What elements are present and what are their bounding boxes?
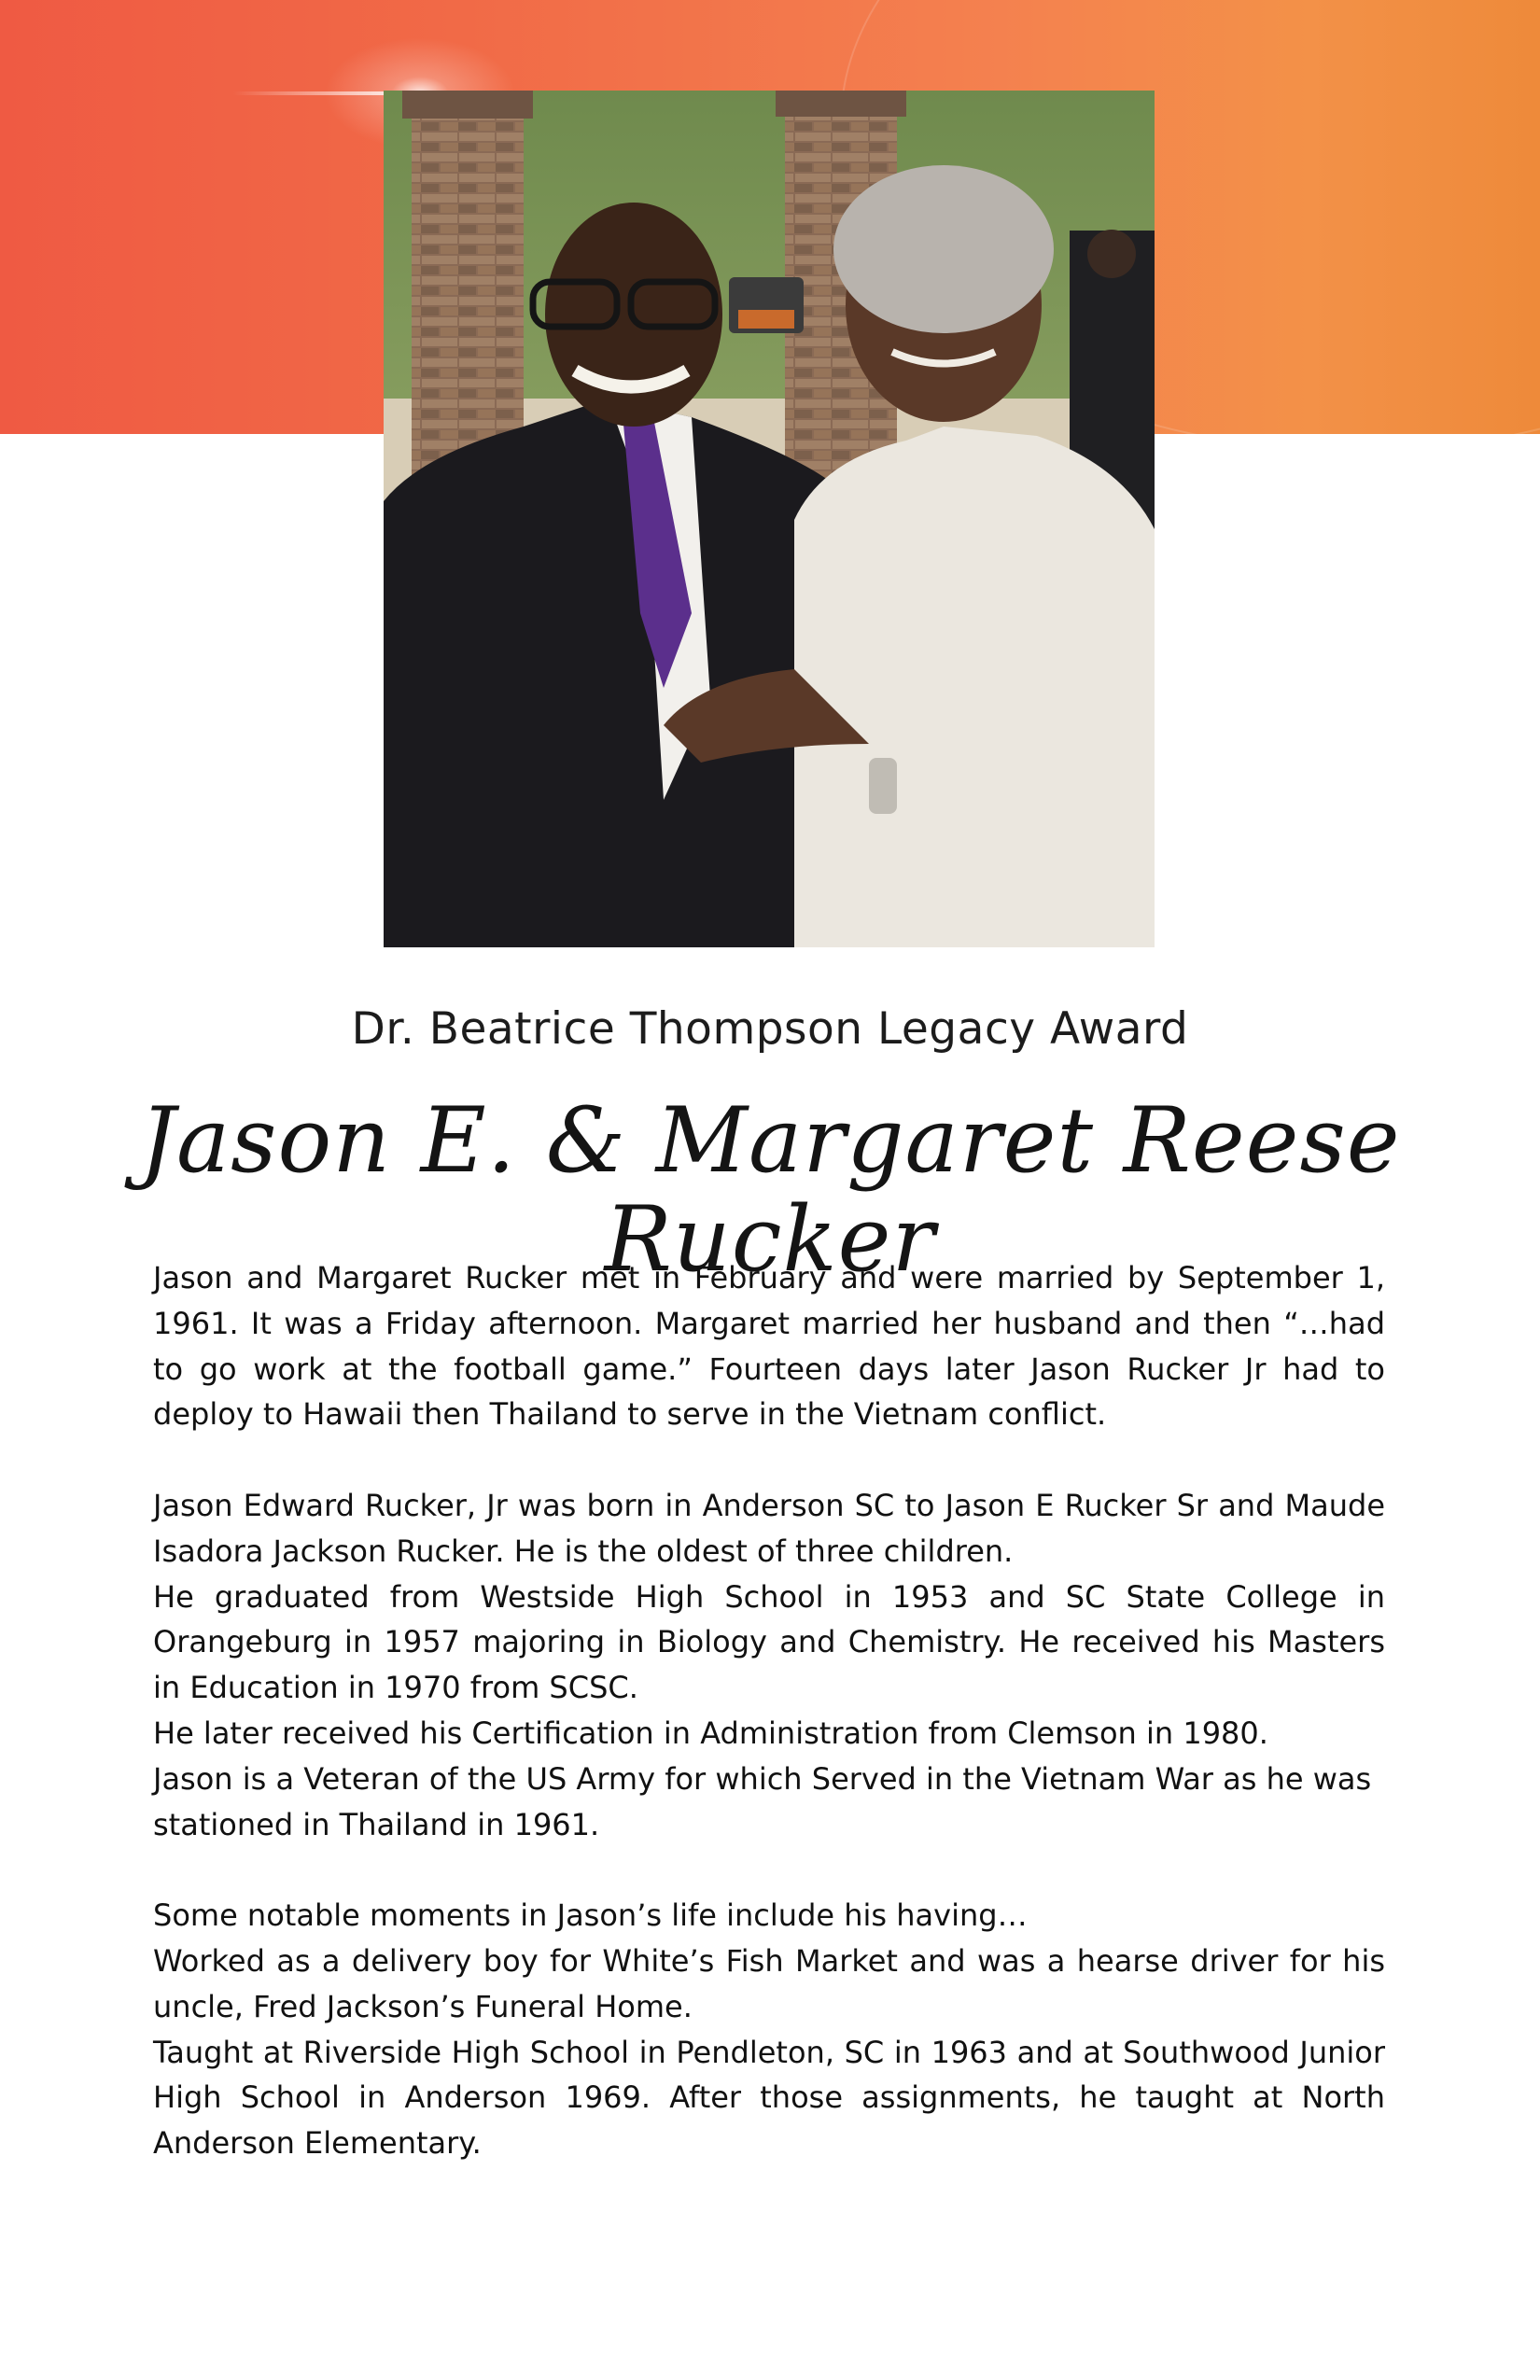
biography-paragraph-notable-intro: Some notable moments in Jason’s life include his having… <box>153 1897 1028 1934</box>
biography-paragraph-birth: Jason Edward Rucker, Jr was born in Anderson SC to Jason E Rucker Sr and Maude Isadora Jackson Rucker. He is the oldest of three children. <box>153 1487 1385 1569</box>
biography-paragraph-education: He graduated from Westside High School in 1953 and SC State College in Orangeburg in 1957 majoring in Biology and Chemistry. He received his Masters in Education in 1970 from SCSC. <box>153 1578 1385 1706</box>
couple-portrait-photo <box>384 91 1155 947</box>
biography-paragraph-veteran: Jason is a Veteran of the US Army for which Served in the Vietnam War as he was stationed in Thailand in 1961. <box>153 1760 1372 1842</box>
biography-paragraph-delivery: Worked as a delivery boy for White’s Fish Market and was a hearse driver for his uncle, Fred Jackson’s Funeral Home. <box>153 1942 1385 2024</box>
photo-illustration <box>384 91 1155 947</box>
biography-paragraph-meeting: Jason and Margaret Rucker met in February and were married by September 1, 1961. It was a Friday afternoon. Margaret married her husband and then “…had to go work at the football game.” Fourteen days later Jason Rucker Jr had to deploy to Hawaii then Thailand to serve in the Vietnam conflict. <box>153 1260 1385 1433</box>
biography-paragraph-certification: He later received his Certification in Administration from Clemson in 1980. <box>153 1715 1268 1751</box>
award-title: Dr. Beatrice Thompson Legacy Award <box>351 1003 1189 1055</box>
biography-text <box>153 1255 1385 2166</box>
biography-paragraph-teaching: Taught at Riverside High School in Pendleton, SC in 1963 and at Southwood Junior High School in Anderson 1969. After those assignments, he taught at North Anderson Elementary. <box>153 2034 1385 2162</box>
honoree-names: Jason E. & Margaret Reese Rucker <box>139 1088 1401 1292</box>
